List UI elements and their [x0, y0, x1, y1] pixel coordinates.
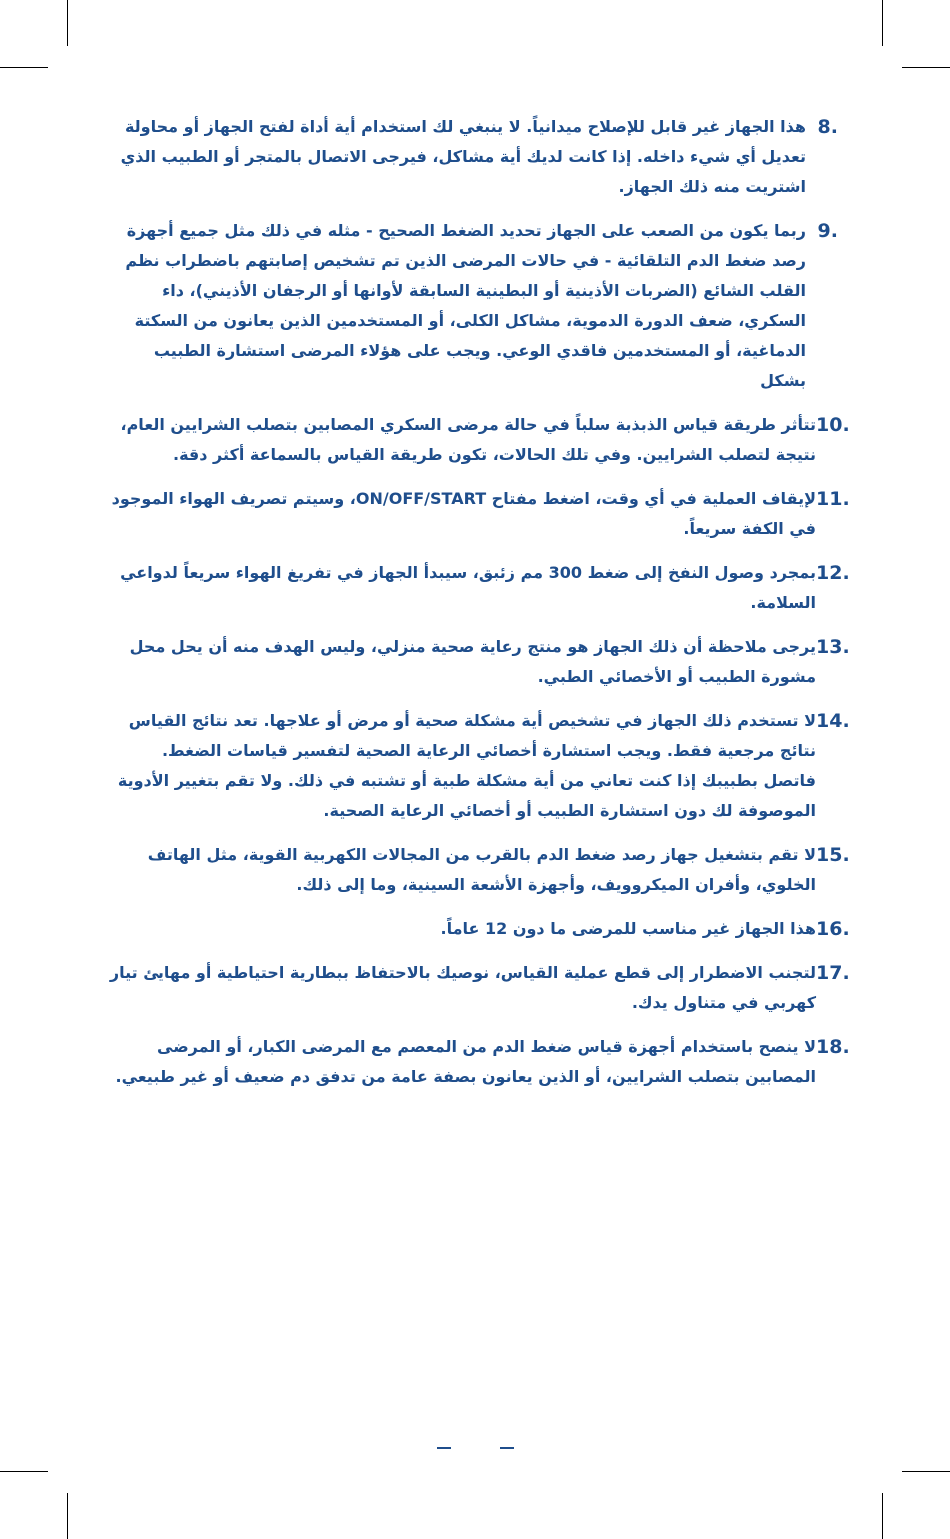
list-item: [108, 958, 850, 1018]
item-text: لتجنب الاضطرار إلى قطع عملية القياس، نوصيك بالاحتفاظ ببطارية احتياطية أو مهايئ تيار كهربي في متناول يدك.: [109, 963, 816, 1012]
item-text: هذا الجهاز غير قابل للإصلاح ميدانياً. لا ينبغي لك استخدام أية أداة لفتح الجهاز أو محاولة تعديل أي شيء داخله. إذا كانت لديك أية مشاكل، فيرجى الاتصال بالمتجر أو الطبيب الذي اشتريت منه ذلك الجهاز.: [120, 117, 806, 196]
list-item: [108, 914, 850, 944]
crop-mark-top-right-vertical: [882, 0, 883, 46]
list-item: [108, 706, 850, 826]
list-item: [108, 216, 838, 396]
item-text: لإيقاف العملية في أي وقت، اضغط مفتاح ON/OFF/START، وسيتم تصريف الهواء الموجود في الكفة سريعاً.: [111, 489, 816, 538]
item-text: لا تستخدم ذلك الجهاز في تشخيص أية مشكلة صحية أو مرض أو علاجها. تعد نتائج القياس نتائج مرجعية فقط. ويجب استشارة أخصائي الرعاية الصحية لتفسير قياسات الضغط. فاتصل بطبيبك إذا كنت تعاني من أية مشكلة طبية أو تشتبه في ذلك. ولا تقم بتغيير الأدوية الموصوفة لك دون استشارة الطبيب أو أخصائي الرعاية الصحية.: [117, 711, 816, 820]
item-text: تتأثر طريقة قياس الذبذبة سلباً في حالة مرضى السكري المصابين بتصلب الشرايين العام، نتيجة لتصلب الشرايين. وفي تلك الحالات، تكون طريقة القياس بالسماعة أكثر دقة.: [120, 415, 816, 464]
item-number: 14.: [816, 710, 850, 732]
item-text: لا ينصح باستخدام أجهزة قياس ضغط الدم من المعصم مع المرضى الكبار، أو المرضى المصابين بتصلب الشرايين، أو الذين يعانون بصفة عامة من تدفق دم ضعيف أو غير طبيعي.: [115, 1037, 816, 1086]
list-item: [108, 112, 838, 202]
footer-dash-left: [437, 1447, 451, 1449]
item-number: 10.: [816, 414, 850, 436]
footer-dash-right: [500, 1447, 514, 1449]
item-number: 11.: [816, 488, 850, 510]
list-item: [108, 1032, 850, 1092]
item-number: 12.: [816, 562, 850, 584]
crop-mark-top-left-horizontal: [0, 67, 48, 68]
list-item: [108, 840, 850, 900]
item-text: هذا الجهاز غير مناسب للمرضى ما دون 12 عاماً.: [440, 919, 816, 938]
item-number: 15.: [816, 844, 850, 866]
item-number: 9.: [817, 220, 838, 242]
item-number: 18.: [816, 1036, 850, 1058]
list-item: [108, 484, 850, 544]
item-text: لا تقم بتشغيل جهاز رصد ضغط الدم بالقرب من المجالات الكهربية القوية، مثل الهاتف الخلوي، وأفران الميكروويف، وأجهزة الأشعة السينية، وما إلى ذلك.: [147, 845, 816, 894]
crop-mark-bottom-right-horizontal: [902, 1471, 950, 1472]
crop-mark-bottom-left-horizontal: [0, 1471, 48, 1472]
item-number: 17.: [816, 962, 850, 984]
item-number: 8.: [817, 116, 838, 138]
item-text: ربما يكون من الصعب على الجهاز تحديد الضغط الصحيح - مثله في ذلك مثل جميع أجهزة رصد ضغط الدم التلقائية - في حالات المرضى الذين تم تشخيص إصابتهم باضطراب نظم القلب الشائع (الضربات الأذينية أو البطينية السابقة لأوانها أو الرجفان الأذيني)، داء السكري، ضعف الدورة الدموية، مشاكل الكلى، أو المستخدمين الذين يعانون من السكتة الدماغية، أو المستخدمين فاقدي الوعي. ويجب على هؤلاء المرضى استشارة الطبيب بشكل: [125, 221, 806, 390]
crop-mark-bottom-left-vertical: [67, 1493, 68, 1539]
crop-mark-top-left-vertical: [67, 0, 68, 46]
item-text: بمجرد وصول النفخ إلى ضغط 300 مم زئبق، سيبدأ الجهاز في تفريغ الهواء سريعاً لدواعي السلامة.: [120, 563, 816, 612]
item-number: 13.: [816, 636, 850, 658]
item-number: 16.: [816, 918, 850, 940]
list-item: [108, 632, 850, 692]
list-item: [108, 410, 850, 470]
crop-mark-top-right-horizontal: [902, 67, 950, 68]
crop-mark-bottom-right-vertical: [882, 1493, 883, 1539]
list-item: [108, 558, 850, 618]
item-text: يرجى ملاحظة أن ذلك الجهاز هو منتج رعاية صحية منزلي، وليس الهدف منه أن يحل محل مشورة الطبيب أو الأخصائي الطبي.: [129, 637, 816, 686]
warnings-list: [108, 112, 850, 1106]
